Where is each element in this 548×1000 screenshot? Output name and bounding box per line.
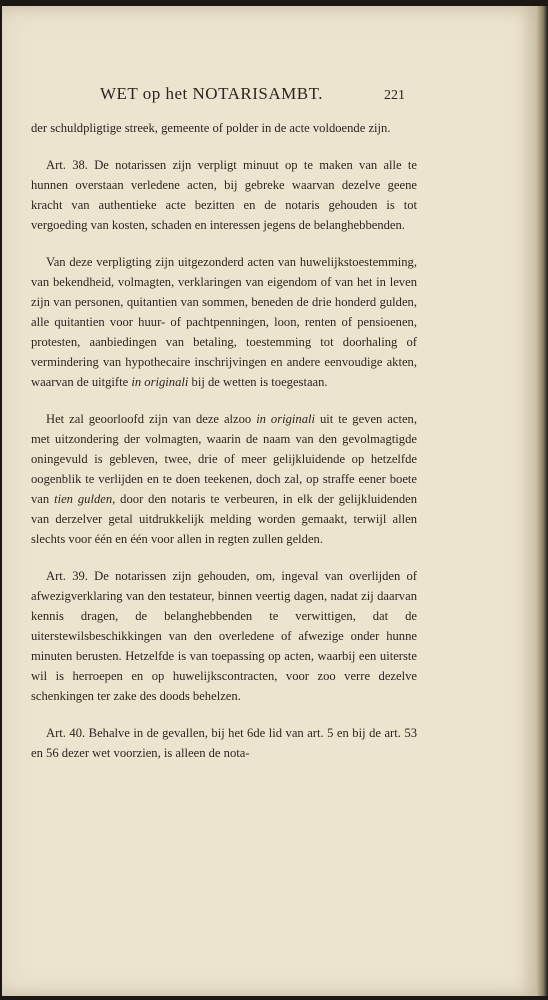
page-number: 221 xyxy=(384,88,405,103)
paragraph-text: Van deze verpligting zijn uitgezonderd acten van huwelijkstoestemming, van bekendheid, volmagten, verklaringen van eigendom of van het in leven zijn van personen, quitantien van sommen, beneden de drie honderd gulden, alle quitantien voor huur- of pachtpenningen, loon, renten of pensioenen, protesten, aanbiedingen van betaling, toestemming tot doorhaling of vermindering van hypothecaire inschrijvingen en andere eenvoudige akten, waarvan de uitgifte xyxy=(31,255,417,389)
paragraph-copies xyxy=(31,409,417,549)
paragraph-text: bij de wetten is toegestaan. xyxy=(188,375,328,389)
page-edge xyxy=(536,6,548,996)
italic-phrase: in originali xyxy=(256,412,316,426)
paragraph-text: , door den notaris te verbeuren, in elk der gelijkluidenden van derzelver getal uitdrukkelijk melding worden gemaakt, terwijl allen slechts voor één en één voor allen in regten zullen gelden. xyxy=(31,492,418,546)
page-body xyxy=(31,118,417,763)
paragraph-exceptions xyxy=(31,252,417,392)
italic-phrase: in originali xyxy=(131,375,189,389)
paragraph-text: Het zal geoorloofd zijn van deze alzoo xyxy=(46,412,257,426)
paragraph-text: uit te geven acten, met uitzondering der volmagten, waarin de naam van den gevolmagtigde oningevuld is gebleven, twee, drie of meer gelijkluidende op hetzelfde oogenblik te verlijden en te doen teekenen, doch zal, op straffe eener boete van xyxy=(31,412,418,506)
paragraph-art-38: Art. 38. De notarissen zijn verpligt minuut op te maken van alle te hunnen overstaan verledene acten, bij gebreke waarvan dezelve geene kracht van authentieke acte bezitten en de notaris gehouden is tot vergoeding van kosten, schaden en interessen jegens de belanghebbenden. xyxy=(31,158,417,232)
running-title: WET op het NOTARISAMBT. xyxy=(100,84,323,103)
paragraph-continued: der schuldpligtige streek, gemeente of polder in de acte voldoende zijn. xyxy=(31,121,391,135)
paragraph-art-39: Art. 39. De notarissen zijn gehouden, om, ingeval van overlijden of afwezigverklaring van den testateur, binnen veertig dagen, nadat zij daarvan kennis dragen, de belanghebbenden te verwittigen, dat de uiterstewilsbeschikkingen van den overledene of afwezige onder hunne minuten berusten. Hetzelfde is van toepassing op acten, waarbij een uiterste wil is herroepen en op huwelijkscontracten, voor zoo verre dezelve schenkingen ter zake des doods behelzen. xyxy=(31,569,417,703)
italic-phrase: tien gulden xyxy=(54,492,113,506)
running-header xyxy=(100,84,405,104)
paragraph-art-40: Art. 40. Behalve in de gevallen, bij het 6de lid van art. 5 en bij de art. 53 en 56 dezer wet voorzien, is alleen de nota- xyxy=(31,726,417,760)
